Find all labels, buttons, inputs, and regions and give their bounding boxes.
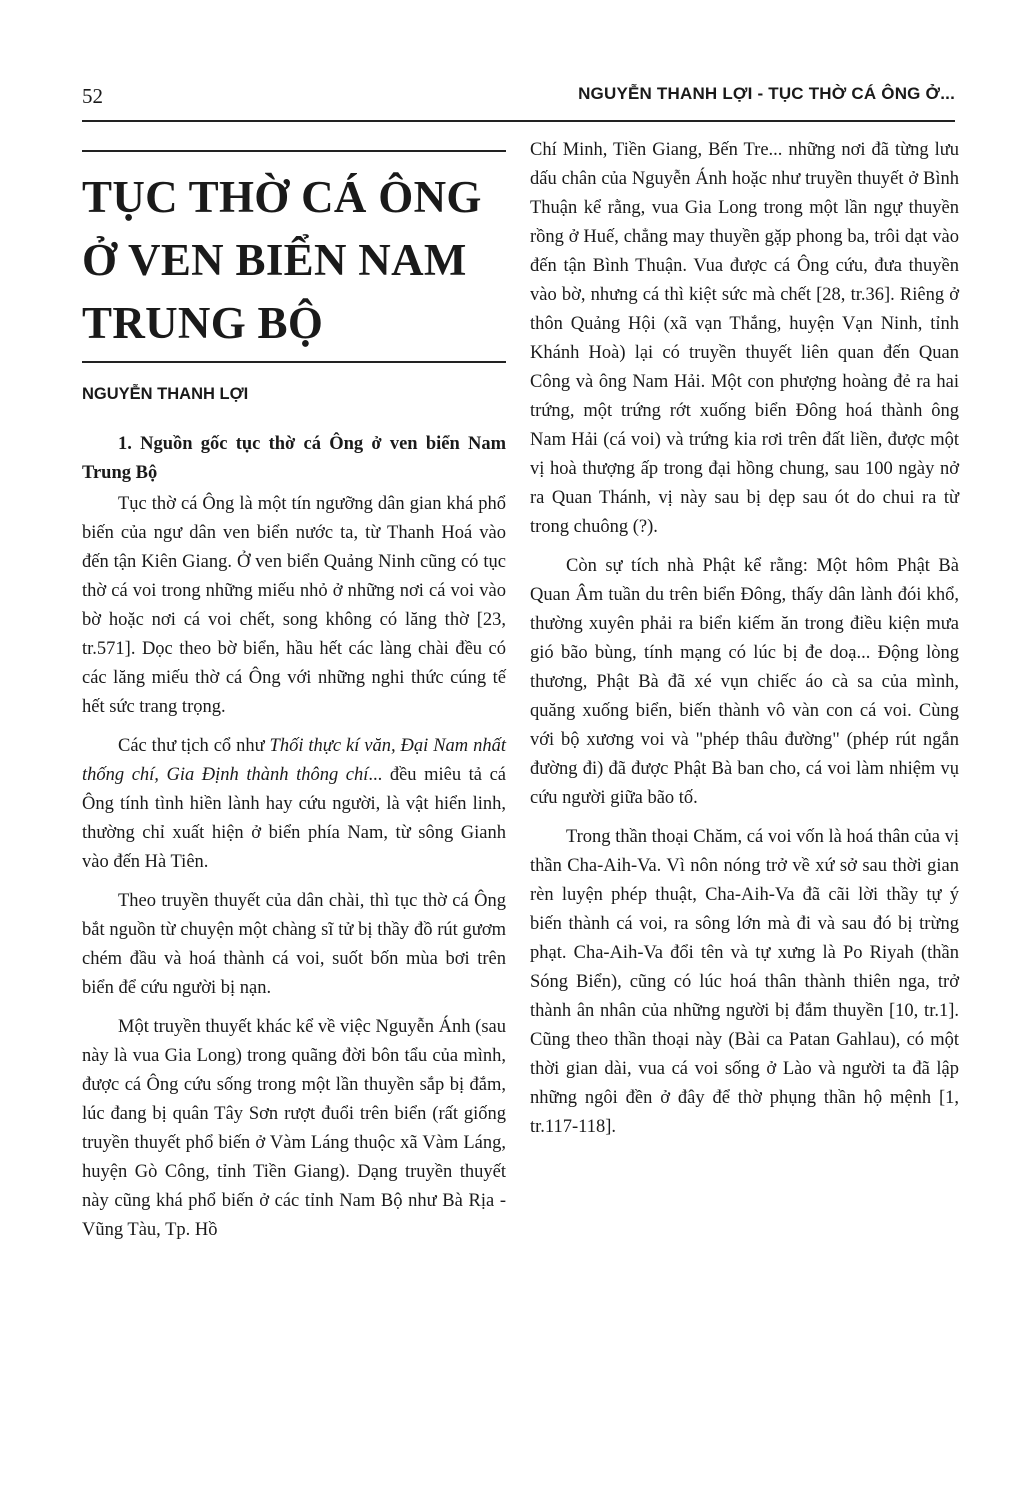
- book-titles: Thối thực kí văn, Đại Nam nhất thống chí, Gia Định thành thông chí: [82, 736, 506, 785]
- paragraph: Còn sự tích nhà Phật kể rằng: Một hôm Phật Bà Quan Âm tuần du trên biển Đông, thấy dân lành đói khổ, thường xuyên phải ra biển kiếm ăn trong điều kiện mưa gió bão bùng, tính mạng có lúc bị đe doạ... Động lòng thương, Phật Bà đã xé vụn chiếc áo cà sa của mình, quăng xuống biển, biến thành vô vàn con cá voi. Cùng với bộ xương voi và "phép thâu đường" (phép rút ngắn đường đi) đã được Phật Bà ban cho, cá voi làm nhiệm vụ cứu người giữa bão tố.: [530, 556, 959, 808]
- title-bottom-rule: [82, 361, 506, 363]
- title-line-1: TỤC THỜ CÁ ÔNG: [82, 172, 482, 222]
- section-heading: 1. Nguồn gốc tục thờ cá Ông ở ven biển Nam Trung Bộ: [82, 434, 506, 483]
- paragraph: Chí Minh, Tiền Giang, Bến Tre... những nơi đã từng lưu dấu chân của Nguyễn Ánh hoặc như truyền thuyết ở Bình Thuận kể rằng, vua Gia Long trong một lần ngự thuyền rồng ở Huế, chẳng may thuyền gặp phong ba, trôi dạt vào đến tận Bình Thuận. Vua được cá Ông cứu, đưa thuyền vào bờ, nhưng cá thì kiệt sức mà chết [28, tr.36]. Riêng ở thôn Quảng Hội (xã vạn Thắng, huyện Vạn Ninh, tỉnh Khánh Hoà) lại có truyền thuyết liên quan đến Quan Công và ông Nam Hải. Một con phượng hoàng đẻ ra hai trứng, một trứng rớt xuống biển Đông hoá thành ông Nam Hải (cá voi) và trứng kia rơi trên đất liền, được một vị hoà thượng ấp trong đại hồng chung, sau 100 ngày nở ra Quan Thánh, vị này sau bị dẹp sau ót do chui ra từ trong chuông (?).: [530, 140, 959, 537]
- page-header: [82, 84, 955, 114]
- right-column: [530, 136, 959, 1152]
- title-line-2: Ở VEN BIỂN NAM: [82, 235, 467, 285]
- paragraph: Tục thờ cá Ông là một tín ngưỡng dân gian khá phổ biến của ngư dân ven biển nước ta, từ Thanh Hoá vào đến tận Kiên Giang. Ở ven biển Quảng Ninh cũng có tục thờ cá voi trong những miếu nhỏ ở những nơi cá voi vào bờ hoặc nơi cá voi chết, song không có lăng thờ [23, tr.571]. Dọc theo bờ biển, hầu hết các làng chài đều có các lăng miếu thờ cá Ông với những nghi thức cúng tế hết sức trang trọng.: [82, 494, 506, 717]
- title-top-rule: [82, 150, 506, 152]
- paragraph: Một truyền thuyết khác kể về việc Nguyễn Ánh (sau này là vua Gia Long) trong quãng đời bôn tẩu của mình, được cá Ông cứu sống trong một lần thuyền sắp bị đắm, lúc đang bị quân Tây Sơn rượt đuổi trên biển (rất giống truyền thuyết phổ biến ở Vàm Láng thuộc xã Vàm Láng, huyện Gò Công, tỉnh Tiền Giang). Dạng truyền thuyết này cũng khá phổ biến ở các tỉnh Nam Bộ như Bà Rịa - Vũng Tàu, Tp. Hồ: [82, 1017, 506, 1240]
- paragraph: Theo truyền thuyết của dân chài, thì tục thờ cá Ông bắt nguồn từ chuyện một chàng sĩ tử bị thầy đồ rút gươm chém đầu và hoá thành cá voi, suốt bốn mùa bơi trên biển để cứu người bị nạn.: [82, 891, 506, 998]
- paragraph-text: ... đều miêu tả cá Ông tính tình hiền lành hay cứu người, là vật hiển linh, thường chỉ xuất hiện ở biển phía Nam, từ sông Gianh vào đến Hà Tiên.: [82, 765, 506, 872]
- left-column: [82, 150, 506, 1255]
- page-number: 52: [82, 84, 103, 108]
- article-title: [82, 166, 506, 355]
- running-title: NGUYỄN THANH LỢI - TỤC THỜ CÁ ÔNG Ở...: [578, 84, 955, 103]
- author-name: NGUYỄN THANH LỢI: [82, 385, 249, 403]
- paragraph-text: Các thư tịch cổ như: [118, 736, 270, 756]
- paragraph: Trong thần thoại Chăm, cá voi vốn là hoá thân của vị thần Cha-Aih-Va. Vì nôn nóng trở về xứ sở sau thời gian rèn luyện phép thuật, Cha-Aih-Va đã cãi lời thầy tự ý biến thành cá voi, ra sông lớn mà đi và sau đó bị trừng phạt. Cha-Aih-Va đổi tên và tự xưng là Po Riyah (thần Sóng Biển), cũng có lúc hoá thân thành thiên nga, trở thành ân nhân của những người bị đắm thuyền [10, tr.1]. Cũng theo thần thoại này (Bài ca Patan Gahlau), có một thời gian dài, vua cá voi sống ở Lào và người ta đã lập những ngôi đền ở đây để thờ phụng thần hộ mệnh [1, tr.117-118].: [530, 827, 959, 1137]
- paragraph: [82, 732, 506, 877]
- header-divider: [82, 120, 955, 122]
- title-line-3: TRUNG BỘ: [82, 298, 324, 348]
